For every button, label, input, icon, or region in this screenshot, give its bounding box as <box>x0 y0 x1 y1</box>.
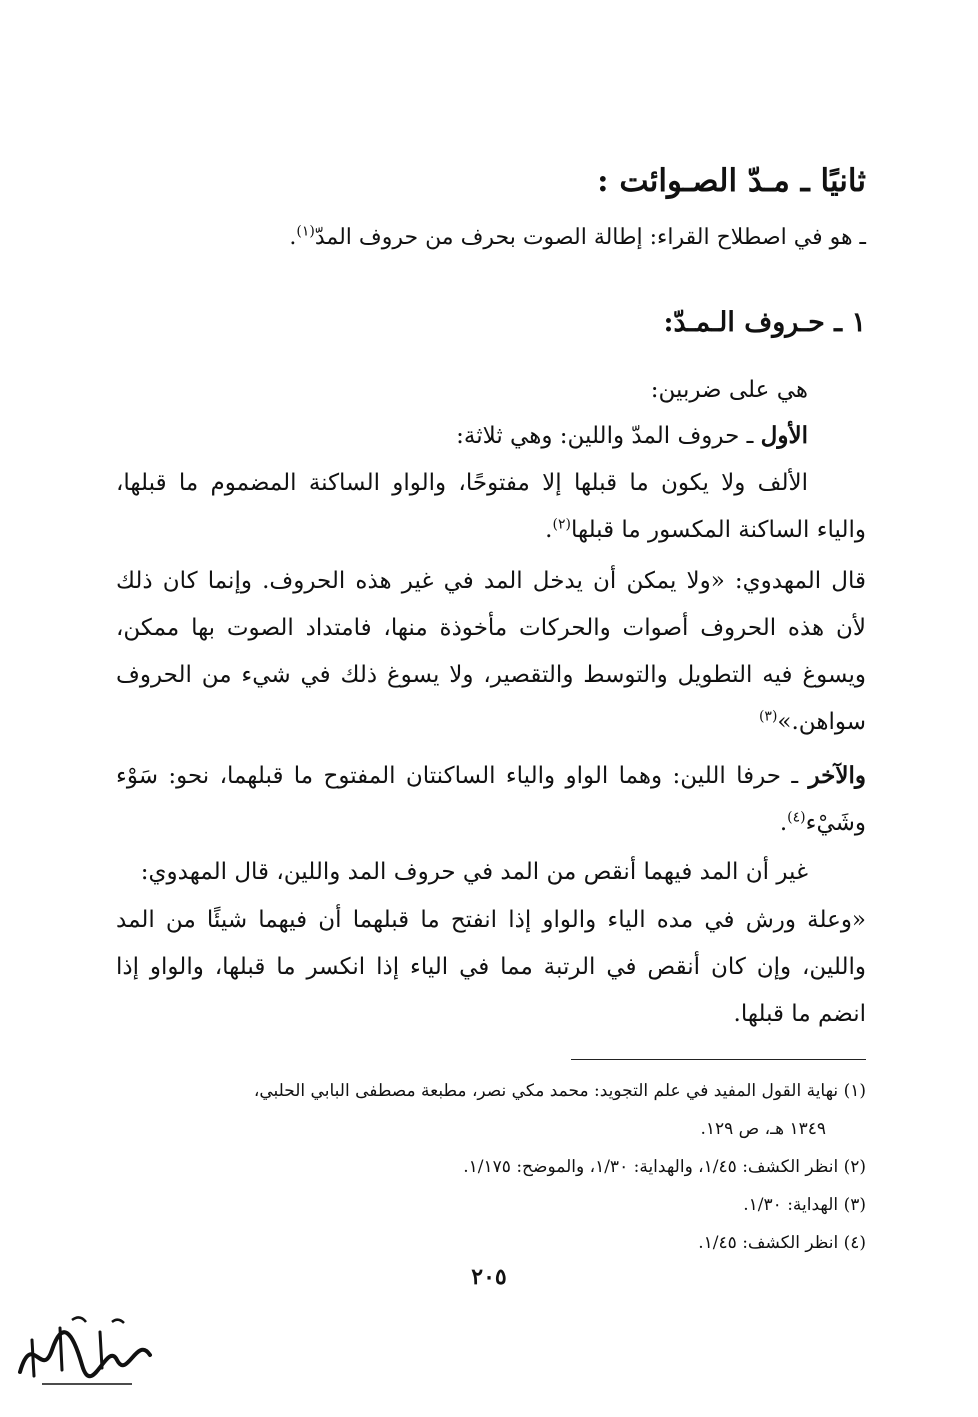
footnote-4-text: انظر الكشف: ١/٤٥. <box>698 1233 839 1253</box>
paragraph-1: هي على ضربين: <box>650 377 808 403</box>
footnote-ref-1[interactable]: (١) <box>296 223 315 240</box>
paragraph-2-lead: الأول <box>760 422 808 449</box>
section-heading: ثانيًا ـ مـدّ الصـوائت : <box>597 163 866 199</box>
footnote-1-continuation: ١٣٤٩ هـ، ص ١٢٩. <box>700 1119 826 1139</box>
paragraph-5-lead: والآخر <box>808 762 866 789</box>
page-number: ٢٠٥ <box>471 1264 507 1290</box>
footnote-3-text: الهداية: ١/٣٠. <box>743 1195 839 1215</box>
paragraph-5-end: . <box>779 810 788 836</box>
footnote-3-number: (٣) <box>843 1195 866 1215</box>
footnote-2-number: (٢) <box>843 1157 866 1177</box>
paragraph-3 <box>116 460 866 554</box>
paragraph-2 <box>58 412 866 460</box>
footnote-1 <box>106 1072 866 1148</box>
footnote-ref-3[interactable]: (٣) <box>758 708 778 725</box>
definition-text: ـ هو في اصطلاح القراء: إطالة الصوت بحرف من حروف المدّ <box>314 225 866 250</box>
footnote-4 <box>106 1224 866 1262</box>
footnote-1-number: (١) <box>843 1081 866 1101</box>
paragraph-6: غير أن المد فيهما أنقص من المد في حروف المد واللين، قال المهدوي: <box>140 859 808 885</box>
paragraph-7: «وعلة ورش في مده الياء والواو إذا انفتح ما قبلهما أن فيهما شيئًا من المد واللين، وإن كان أنقص في الرتبة مما في الياء إذا انكسر ما قبلها، والواو إذا انضم ما قبلها. <box>116 907 866 1027</box>
footnote-2-text: انظر الكشف: ١/٤٥، والهداية: ١/٣٠، والموضح: ١/١٧٥. <box>463 1157 839 1177</box>
footnote-3 <box>106 1186 866 1224</box>
definition-line <box>116 225 866 250</box>
footnote-2 <box>106 1148 866 1186</box>
calligraphy-stamp-logo <box>12 1310 157 1390</box>
paragraph-2-text: ـ حروف المدّ واللين: وهي ثلاثة: <box>456 423 761 449</box>
paragraph-3-text: الألف ولا يكون ما قبلها إلا مفتوحًا، والواو الساكنة المضموم ما قبلها، والياء الساكنة المكسور ما قبلها <box>116 470 866 543</box>
paragraph-5 <box>116 752 866 847</box>
footnote-ref-2[interactable]: (٢) <box>552 516 571 533</box>
paragraph-3-end: . <box>545 517 553 543</box>
paragraph-5-text: ـ حرفا اللين: وهما الواو والياء الساكنتان المفتوح ما قبلهما، نحو: سَوْء وشَيْء <box>116 763 866 836</box>
subsection-heading: ١ ـ حـروف الـمـدّ: <box>663 307 866 338</box>
footnote-divider <box>571 1059 866 1060</box>
footnote-4-number: (٤) <box>843 1233 866 1253</box>
paragraph-4 <box>116 558 866 746</box>
definition-end: . <box>289 225 297 250</box>
paragraph-4-text: قال المهدوي: «ولا يمكن أن يدخل المد في غير هذه الحروف. وإنما كان ذلك لأن هذه الحروف أصوات والحركات مأخوذة منها، فامتداد الصوت بها ممكن، ويسوغ فيه التطويل والتوسط والتقصير، ولا يسوغ ذلك في شيء من الحروف سواهن.» <box>116 568 866 735</box>
footnote-1-text: نهاية القول المفيد في علم التجويد: محمد مكي نصر، مطبعة مصطفى البابي الحلبي، <box>253 1081 839 1101</box>
footnote-ref-4[interactable]: (٤) <box>787 809 806 826</box>
